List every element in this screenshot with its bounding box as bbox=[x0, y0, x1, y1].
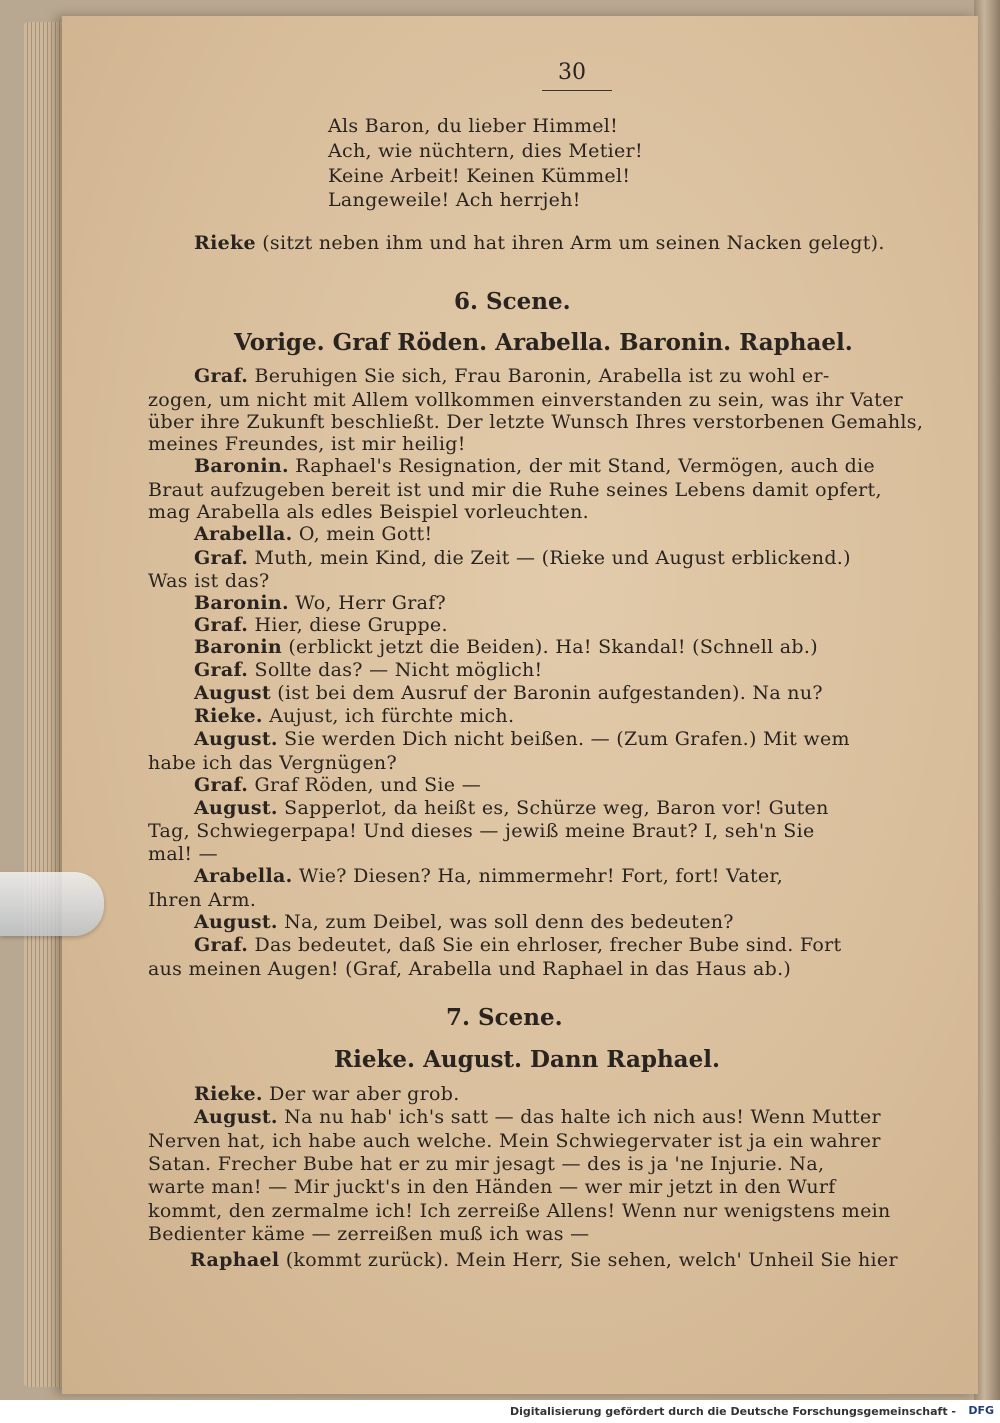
line-text: Bedienter käme — zerreißen muß ich was — bbox=[148, 1223, 590, 1245]
text-line bbox=[148, 500, 589, 524]
scene-heading bbox=[334, 1046, 720, 1073]
text-line bbox=[148, 432, 466, 456]
line-text: Keine Arbeit! Keinen Kümmel! bbox=[328, 165, 631, 187]
line-text: Ihren Arm. bbox=[148, 889, 257, 911]
speaker-name: Graf. bbox=[194, 774, 249, 796]
text-line bbox=[194, 910, 734, 934]
speaker-name: Rieke. bbox=[194, 705, 263, 727]
text-line bbox=[194, 773, 481, 797]
text-line bbox=[148, 410, 923, 434]
line-text: mag Arabella als edles Beispiel vorleuchten. bbox=[148, 501, 589, 523]
line-text: Raphael's Resignation, der mit Stand, Vermögen, auch die bbox=[288, 455, 875, 477]
page-number: 30 bbox=[558, 60, 586, 85]
line-text: Sie werden Dich nicht beißen. — (Zum Grafen.) Mit wem bbox=[277, 728, 850, 750]
line-text: (ist bei dem Ausruf der Baronin aufgestanden). Na nu? bbox=[270, 682, 823, 704]
text-line bbox=[194, 796, 829, 820]
text-line bbox=[194, 658, 542, 682]
speaker-name: August. bbox=[194, 728, 278, 750]
text-line bbox=[194, 1105, 881, 1129]
line-text: (kommt zurück). Mein Herr, Sie sehen, welch' Unheil Sie hier bbox=[279, 1249, 898, 1271]
speaker-name: Rieke bbox=[194, 232, 256, 254]
line-text: (erblickt jetzt die Beiden). Ha! Skandal! (Schnell ab.) bbox=[282, 636, 818, 658]
text-line bbox=[148, 957, 791, 981]
line-text: Muth, mein Kind, die Zeit — (Rieke und August erblickend.) bbox=[248, 547, 851, 569]
line-text: Hier, diese Gruppe. bbox=[248, 614, 448, 636]
digitization-footer bbox=[0, 1400, 1000, 1423]
text-line bbox=[328, 164, 630, 188]
line-text: Sollte das? — Nicht möglich! bbox=[248, 659, 543, 681]
line-text: Was ist das? bbox=[148, 570, 270, 592]
line-text: aus meinen Augen! (Graf, Arabella und Raphael in das Haus ab.) bbox=[148, 958, 792, 980]
text-line bbox=[148, 1175, 836, 1199]
text-line bbox=[148, 1222, 589, 1246]
text-line bbox=[194, 1082, 460, 1106]
text-line bbox=[328, 188, 581, 212]
speaker-name: Baronin. bbox=[194, 455, 289, 477]
line-text: Satan. Frecher Bube hat er zu mir jesagt — des is ja 'ne Injurie. Na, bbox=[148, 1153, 825, 1175]
text-line bbox=[148, 751, 397, 775]
text-line bbox=[194, 681, 823, 705]
line-text: Aujust, ich fürchte mich. bbox=[262, 705, 515, 727]
speaker-name: Baronin bbox=[194, 636, 282, 658]
text-line bbox=[328, 139, 643, 163]
line-text: Wo, Herr Graf? bbox=[288, 592, 447, 614]
scene-heading bbox=[446, 1004, 563, 1031]
text-line bbox=[194, 454, 875, 478]
text-line bbox=[194, 635, 818, 659]
page-clip bbox=[0, 872, 104, 936]
text-line bbox=[194, 864, 783, 888]
scene-heading bbox=[454, 288, 571, 315]
line-text: kommt, den zermalme ich! Ich zerreiße Allens! Wenn nur wenigstens mein bbox=[148, 1200, 891, 1222]
text-line bbox=[194, 704, 514, 728]
line-text: Graf Röden, und Sie — bbox=[248, 774, 481, 796]
scene-heading bbox=[234, 329, 853, 356]
speaker-name: Baronin. bbox=[194, 592, 289, 614]
speaker-name: Graf. bbox=[194, 934, 249, 956]
page-number-rule bbox=[542, 90, 612, 91]
line-text: Beruhigen Sie sich, Frau Baronin, Arabella ist zu wohl er- bbox=[248, 365, 830, 387]
line-text: Na, zum Deibel, was soll denn des bedeuten? bbox=[277, 911, 734, 933]
line-text: habe ich das Vergnügen? bbox=[148, 752, 397, 774]
speaker-name: August. bbox=[194, 1106, 278, 1128]
line-text: zogen, um nicht mit Allem vollkommen einverstanden zu sein, was ihr Vater bbox=[148, 389, 904, 411]
speaker-name: Graf. bbox=[194, 365, 249, 387]
line-text: Tag, Schwiegerpapa! Und dieses — jewiß meine Braut? I, seh'n Sie bbox=[148, 820, 815, 842]
text-line bbox=[148, 478, 882, 502]
line-text: mal! — bbox=[148, 843, 218, 865]
line-text: meines Freundes, ist mir heilig! bbox=[148, 433, 466, 455]
line-text: Braut aufzugeben bereit ist und mir die Ruhe seines Lebens damit opfert, bbox=[148, 479, 882, 501]
speaker-name: August. bbox=[194, 911, 278, 933]
speaker-name: Rieke. bbox=[194, 1083, 263, 1105]
line-text: Wie? Diesen? Ha, nimmermehr! Fort, fort! Vater, bbox=[292, 865, 784, 887]
footer-credit: Digitalisierung gefördert durch die Deutsche Forschungsgemeinschaft - bbox=[509, 1405, 956, 1418]
text-line bbox=[194, 546, 851, 570]
speaker-name: August bbox=[194, 682, 271, 704]
speaker-name: August. bbox=[194, 797, 278, 819]
text-line bbox=[148, 569, 270, 593]
speaker-name: Graf. bbox=[194, 547, 249, 569]
text-line bbox=[148, 388, 903, 412]
text-line bbox=[194, 933, 841, 957]
line-text: Ach, wie nüchtern, dies Metier! bbox=[328, 140, 643, 162]
text-line bbox=[148, 888, 256, 912]
line-text: Vorige. Graf Röden. Arabella. Baronin. Raphael. bbox=[234, 329, 853, 356]
line-text: Na nu hab' ich's satt — das halte ich nich aus! Wenn Mutter bbox=[277, 1106, 881, 1128]
text-line bbox=[148, 1129, 881, 1153]
text-line bbox=[194, 364, 830, 388]
line-text: (sitzt neben ihm und hat ihren Arm um seinen Nacken gelegt). bbox=[255, 232, 885, 254]
text-line bbox=[328, 114, 618, 138]
text-line bbox=[194, 522, 432, 546]
text-line bbox=[148, 1152, 824, 1176]
text-line bbox=[194, 591, 446, 615]
line-text: 6. Scene. bbox=[454, 288, 571, 315]
line-text: Der war aber grob. bbox=[262, 1083, 460, 1105]
line-text: Sapperlot, da heißt es, Schürze weg, Baron vor! Guten bbox=[277, 797, 829, 819]
dfg-logo: DFG bbox=[968, 1404, 994, 1417]
text-line bbox=[148, 819, 815, 843]
line-text: 7. Scene. bbox=[446, 1004, 563, 1031]
line-text: O, mein Gott! bbox=[292, 523, 433, 545]
line-text: Als Baron, du lieber Himmel! bbox=[328, 115, 619, 137]
text-line bbox=[190, 1248, 898, 1272]
speaker-name: Graf. bbox=[194, 659, 249, 681]
line-text: Rieke. August. Dann Raphael. bbox=[334, 1046, 720, 1073]
line-text: warte man! — Mir juckt's in den Händen — wer mir jetzt in den Wurf bbox=[148, 1176, 836, 1198]
line-text: Langeweile! Ach herrjeh! bbox=[328, 189, 581, 211]
text-line bbox=[194, 613, 448, 637]
speaker-name: Arabella. bbox=[194, 523, 293, 545]
speaker-name: Graf. bbox=[194, 614, 249, 636]
line-text: Das bedeutet, daß Sie ein ehrloser, frecher Bube sind. Fort bbox=[248, 934, 842, 956]
line-text: über ihre Zukunft beschließt. Der letzte Wunsch Ihres verstorbenen Gemahls, bbox=[148, 411, 924, 433]
line-text: Nerven hat, ich habe auch welche. Mein Schwiegervater ist ja ein wahrer bbox=[148, 1130, 881, 1152]
book-page bbox=[62, 16, 978, 1394]
text-line bbox=[194, 727, 850, 751]
text-line bbox=[148, 1199, 891, 1223]
speaker-name: Arabella. bbox=[194, 865, 293, 887]
speaker-name: Raphael bbox=[190, 1249, 280, 1271]
text-line bbox=[194, 231, 885, 255]
text-line bbox=[148, 842, 218, 866]
